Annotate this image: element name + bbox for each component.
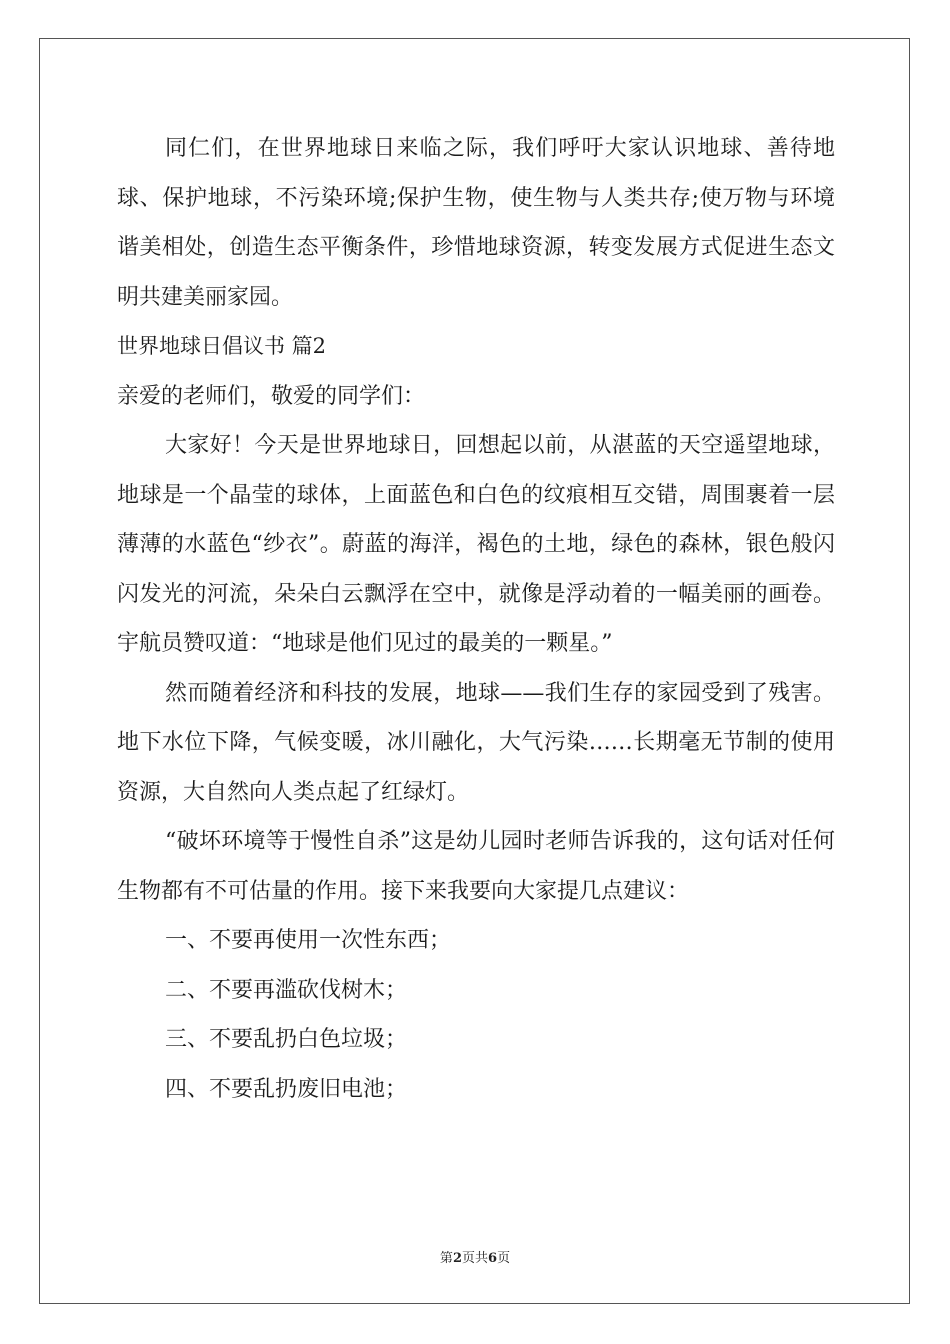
paragraph-suggestion-intro: “破坏环境等于慢性自杀”这是幼儿园时老师告诉我的，这句话对任何生物都有不可估量的作用。接下来我要向大家提几点建议：: [117, 829, 835, 904]
list-item: 二、不要再滥砍伐树木；: [165, 977, 408, 1003]
list-item: 三、不要乱扔白色垃圾；: [165, 1027, 408, 1052]
paragraph-closing-call: 同仁们，在世界地球日来临之际，我们呼吁大家认识地球、善待地球、保护地球，不污染环境;保护生物，使生物与人类共存;使万物与环境谐美相处，创造生态平衡条件，珍惜地球资源，转变发展方式促进生态文明共建美丽家园。: [117, 136, 835, 310]
page-number: 2: [452, 1251, 462, 1266]
total-pages: 6: [488, 1251, 498, 1266]
total-suffix: 页: [497, 1251, 511, 1266]
paragraph-greeting: 大家好！今天是世界地球日，回想起以前，从湛蓝的天空遥望地球，地球是一个晶莹的球体，上面蓝色和白色的纹痕相互交错，周围裹着一层薄薄的水蓝色“纱衣”。蔚蓝的海洋，褐色的土地，绿色的森林，银色般闪闪发光的河流，朵朵白云飘浮在空中，就像是浮动着的一幅美丽的画卷。宇航员赞叹道：“地球是他们见过的最美的一颗星。”: [117, 433, 835, 656]
section-heading: 世界地球日倡议书 篇2: [117, 334, 327, 358]
page-suffix: 页: [461, 1251, 475, 1266]
salutation: 亲爱的老师们，敬爱的同学们：: [117, 383, 426, 409]
paragraph-damage: 然而随着经济和科技的发展，地球——我们生存的家园受到了残害。地下水位下降，气候变暖，冰川融化，大气污染……长期毫无节制的使用资源，大自然向人类点起了红绿灯。: [117, 680, 835, 805]
document-body: [117, 124, 835, 1114]
page-footer: [0, 1247, 950, 1266]
list-item: 四、不要乱扔废旧电池；: [165, 1076, 408, 1102]
total-prefix: 共: [475, 1251, 489, 1266]
page-prefix: 第: [439, 1251, 453, 1266]
list-item: 一、不要再使用一次性东西；: [165, 928, 452, 953]
